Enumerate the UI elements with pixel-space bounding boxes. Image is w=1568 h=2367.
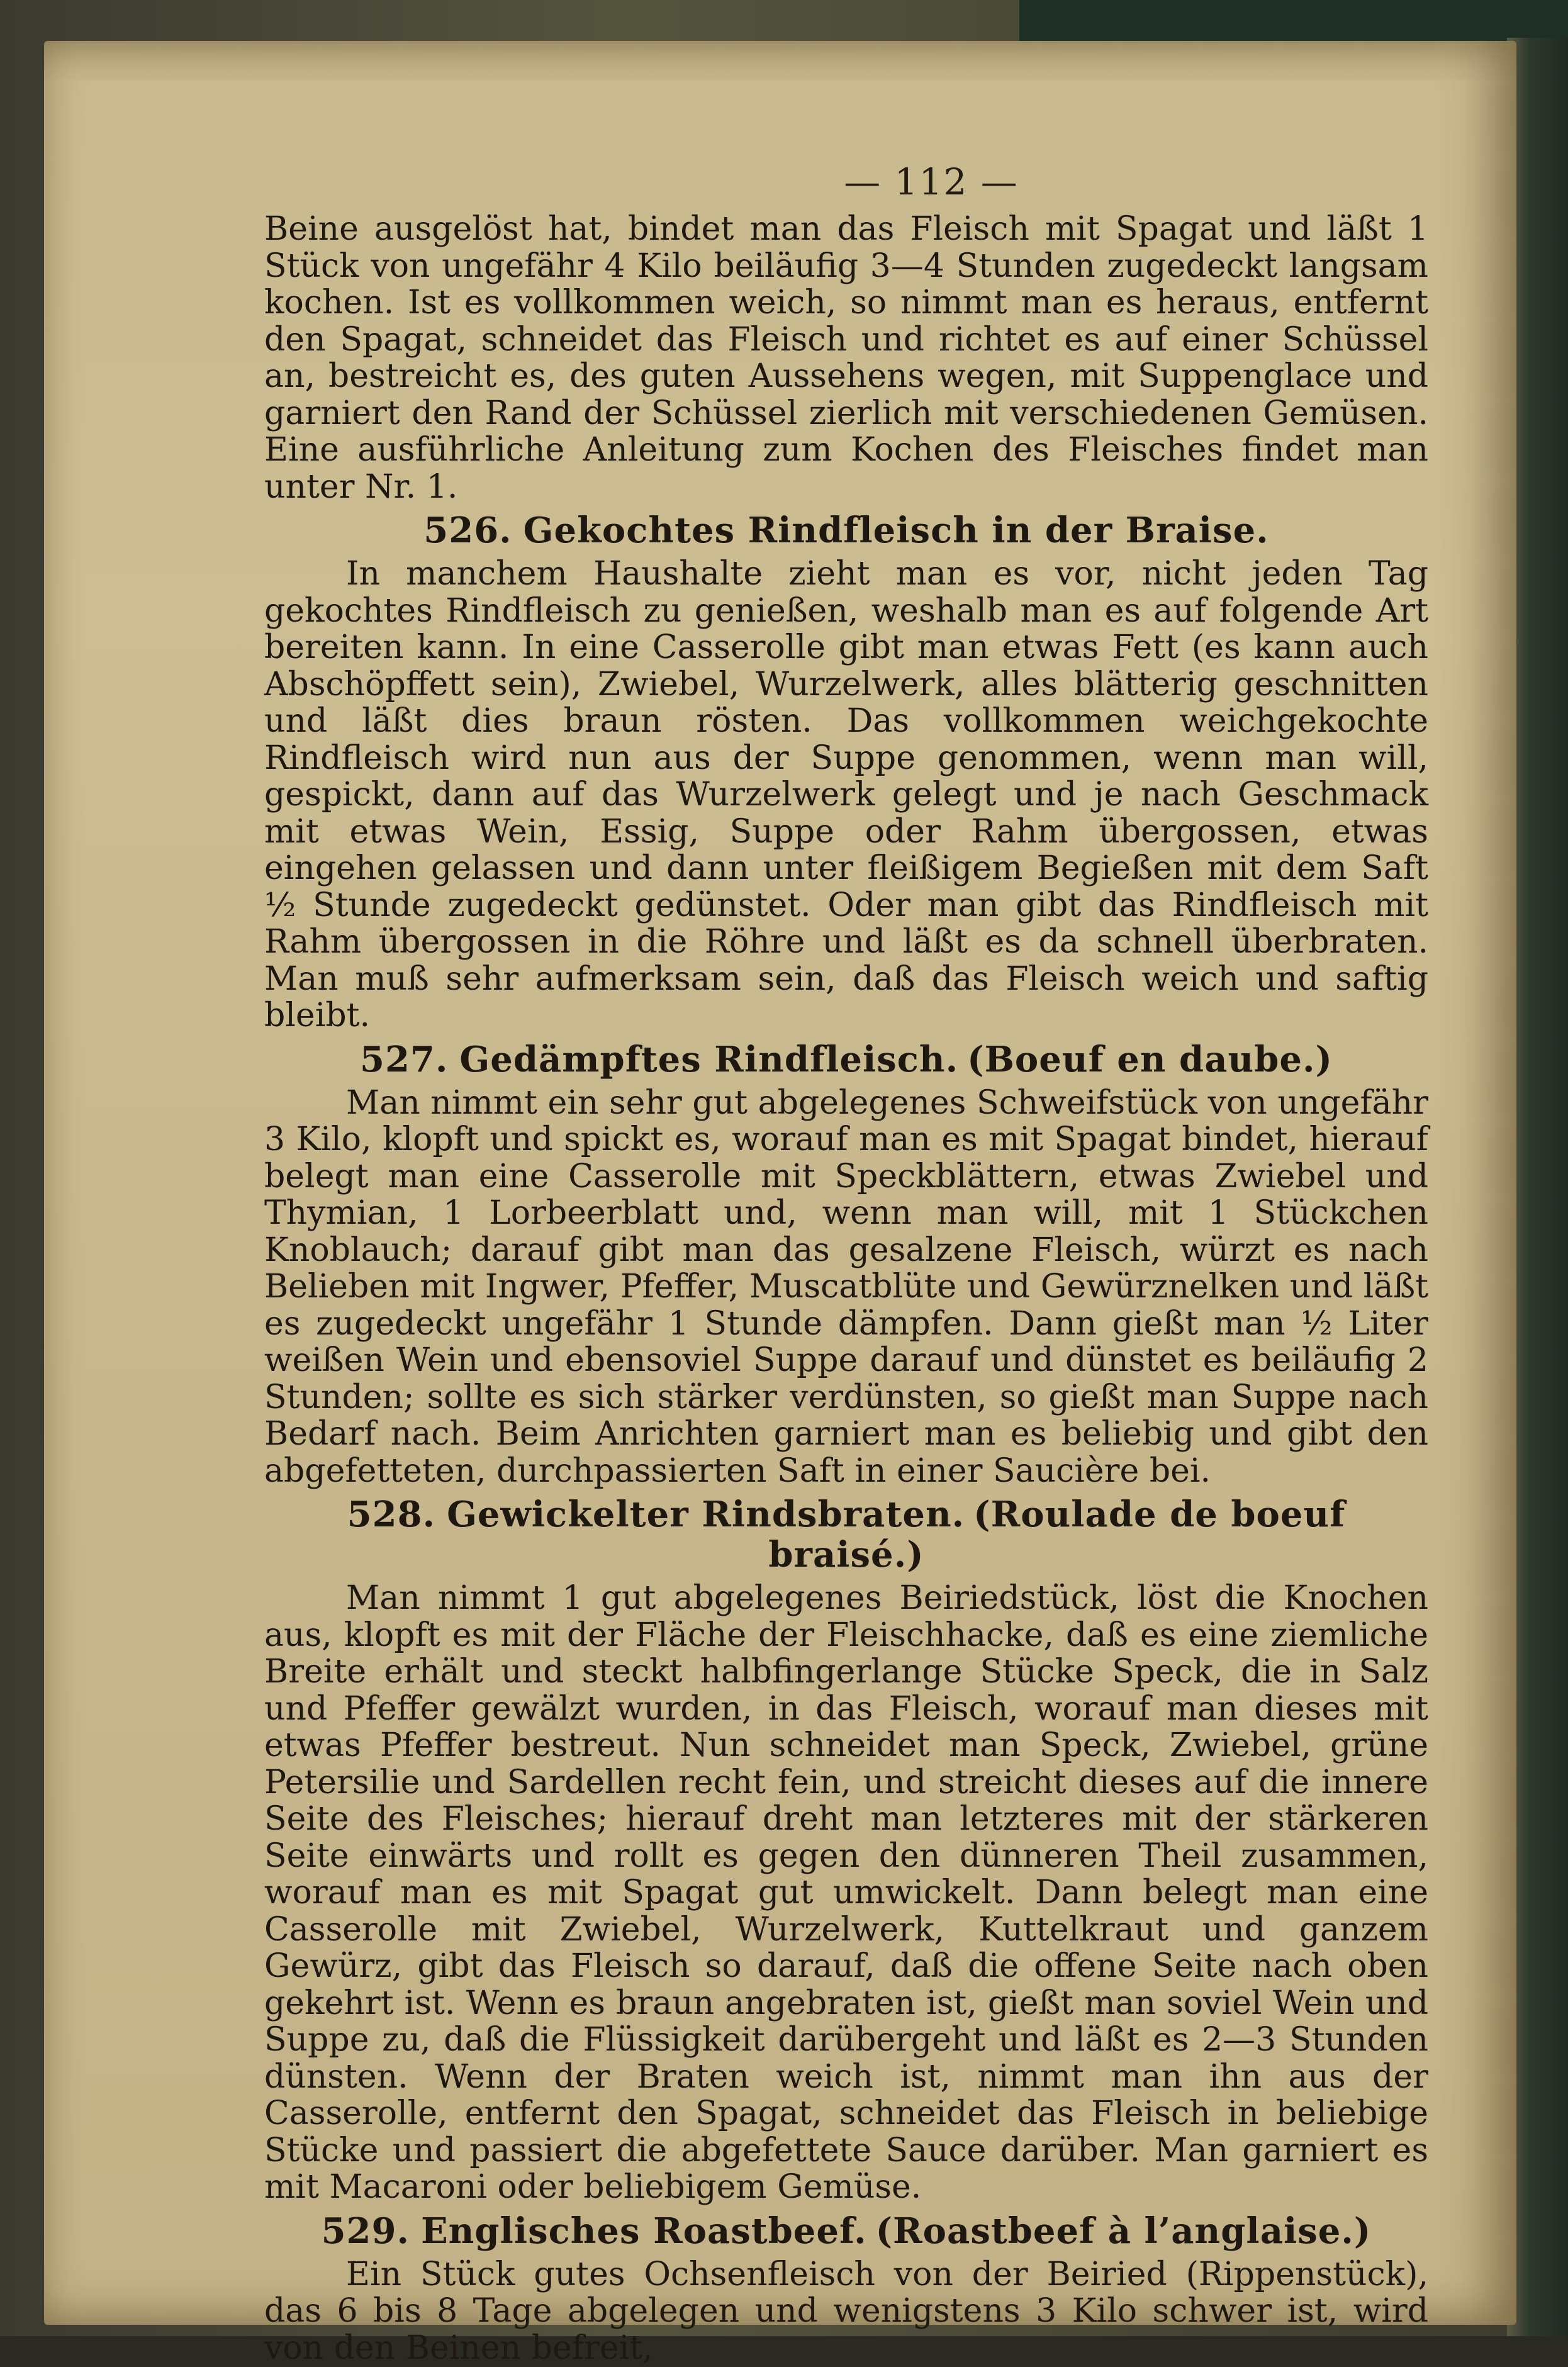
- page-number: — 112 —: [844, 160, 1019, 203]
- recipe-heading-526: [264, 510, 1428, 551]
- recipe-paragraph-527: Man nimmt ein sehr gut abgelegenes Schweifstück von ungefähr 3 Kilo, klopft und spickt es, worauf man es mit Spagat bindet, hierauf belegt man eine Casserolle mit Speckblättern, etwas Zwiebel und Thymian, 1 Lorbeerblatt und, wenn man will, mit 1 Stückchen Knoblauch; darauf gibt man das gesalzene Fleisch, würzt es nach Belieben mit Ingwer, Pfeffer, Muscatblüte und Gewürznelken und läßt es zugedeckt ungefähr 1 Stunde dämpfen. Dann gießt man ½ Liter weißen Wein und ebensoviel Suppe darauf und dünstet es beiläufig 2 Stunden; sollte es sich stärker verdünsten, so gießt man Suppe nach Bedarf nach. Beim Anrichten garniert man es beliebig und gibt den abgefetteten, durchpassierten Saft in einer Saucière bei.: [264, 1083, 1428, 1490]
- recipe-title: Gewickelter Rindsbraten.: [447, 1494, 965, 1535]
- recipe-number: 527.: [360, 1038, 449, 1080]
- recipe-subtitle: (Boeuf en daube.): [967, 1038, 1333, 1080]
- recipe-heading-528: [264, 1494, 1428, 1575]
- book-cover-edge: [1019, 0, 1568, 44]
- recipe-title: Gekochtes Rindfleisch in der Braise.: [523, 510, 1269, 551]
- recipe-title: Englisches Roastbeef.: [420, 2210, 867, 2252]
- recipe-number: 529.: [321, 2210, 410, 2252]
- recipe-subtitle: (Roulade de boeuf braisé.): [768, 1494, 1346, 1575]
- recipe-heading-529: [264, 2211, 1428, 2251]
- recipe-paragraph-529: Ein Stück gutes Ochsenfleisch von der Beiried (Rippenstück), das 6 bis 8 Tage abgelegen und wenigstens 3 Kilo schwer ist, wird von den Beinen befreit,: [264, 2255, 1428, 2367]
- recipe-number: 528.: [347, 1494, 436, 1535]
- recipe-number: 526.: [423, 510, 512, 551]
- recipe-paragraph-528: Man nimmt 1 gut abgelegenes Beiriedstück, löst die Knochen aus, klopft es mit der Fläche der Fleischhacke, daß es eine ziemliche Breite erhält und steckt halbfingerlange Stücke Speck, die in Salz und Pfeffer gewälzt wurden, in das Fleisch, worauf man dieses mit etwas Pfeffer bestreut. Nun schneidet man Speck, Zwiebel, grüne Petersilie und Sardellen recht fein, und streicht dieses auf die innere Seite des Fleisches; hierauf dreht man letzteres mit der stärkeren Seite einwärts und rollt es gegen den dünneren Theil zusammen, worauf man es mit Spagat gut umwickelt. Dann belegt man eine Casserolle mit Zwiebel, Wurzelwerk, Kuttelkraut und ganzem Gewürz, gibt das Fleisch so darauf, daß die offene Seite nach oben gekehrt ist. Wenn es braun angebraten ist, gießt man soviel Wein und Suppe zu, daß die Flüssigkeit darübergeht und läßt es 2—3 Stunden dünsten. Wenn der Braten weich ist, nimmt man ihn aus der Casserolle, entfernt den Spagat, schneidet das Fleisch in beliebige Stücke und passiert die abgefettete Sauce darüber. Man garniert es mit Macaroni oder beliebigem Gemüse.: [264, 1579, 1428, 2206]
- recipe-paragraph-526: In manchem Haushalte zieht man es vor, nicht jeden Tag gekochtes Rindfleisch zu genießen, weshalb man es auf folgende Art bereiten kann. In eine Casserolle gibt man etwas Fett (es kann auch Abschöpffett sein), Zwiebel, Wurzelwerk, alles blätterig geschnitten und läßt dies braun rösten. Das vollkommen weichgekochte Rindfleisch wird nun aus der Suppe genommen, wenn man will, gespickt, dann auf das Wurzelwerk gelegt und je nach Geschmack mit etwas Wein, Essig, Suppe oder Rahm übergossen, etwas eingehen gelassen und dann unter fleißigem Begießen mit dem Saft ½ Stunde zugedeckt gedünstet. Oder man gibt das Rindfleisch mit Rahm übergossen in die Röhre und läßt es da schnell überbraten. Man muß sehr aufmerksam sein, daß das Fleisch weich und saftig bleibt.: [264, 555, 1428, 1034]
- recipe-heading-527: [264, 1039, 1428, 1080]
- continued-paragraph: Beine ausgelöst hat, bindet man das Fleisch mit Spagat und läßt 1 Stück von ungefähr 4 Kilo beiläufig 3—4 Stunden zugedeckt langsam kochen. Ist es vollkommen weich, so nimmt man es heraus, entfernt den Spagat, schneidet das Fleisch und richtet es auf einer Schüssel an, bestreicht es, des guten Aussehens wegen, mit Suppenglace und garniert den Rand der Schüssel zierlich mit verschiedenen Gemüsen. Eine ausführliche Anleitung zum Kochen des Fleisches findet man unter Nr. 1.: [264, 210, 1428, 506]
- page-text: [264, 211, 1428, 2366]
- recipe-subtitle: (Roastbeef à l’anglaise.): [875, 2210, 1372, 2252]
- recipe-title: Gedämpftes Rindfleisch.: [459, 1038, 959, 1080]
